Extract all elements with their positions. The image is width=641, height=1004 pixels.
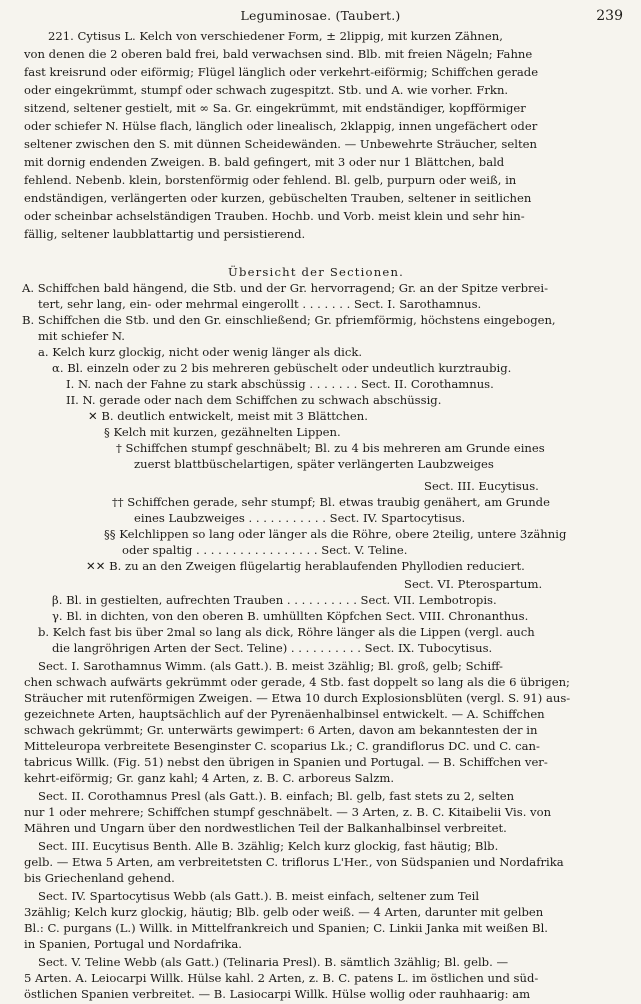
text-line: Mähren und Ungarn über den nordwestlichen Teil der Balkanhalbinsel verbreitet.: [24, 821, 507, 835]
text-line: oder schiefer N. Hülse flach, länglich oder linealisch, 2klappig, innen ungefächert oder: [24, 119, 538, 133]
text-line: Sect. V. Teline Webb (als Gatt.) (Telinaria Presl). B. sämtlich 3zählig; Bl. gelb. —: [38, 955, 509, 969]
text-line: eines Laubzweiges . . . . . . . . . . . Sect. IV. Spartocytisus.: [134, 511, 466, 525]
text-line: seltener zwischen den S. mit dünnen Scheidewänden. — Unbewehrte Sträucher, selten: [24, 137, 537, 151]
text-line: ✕✕ B. zu an den Zweigen flügelartig herablaufenden Phyllodien reduciert.: [86, 559, 525, 573]
text-line: Sect. VI. Pterospartum.: [404, 577, 543, 591]
text-line: die langröhrigen Arten der Sect. Teline) . . . . . . . . . . Sect. IX. Tubocytisus.: [52, 641, 493, 655]
text-line: Mitteleuropa verbreitete Besenginster C. scoparius Lk.; C. grandiflorus DC. und C. can-: [24, 739, 540, 753]
text-line: Übersicht der Sectionen.: [228, 265, 404, 279]
text-line: fehlend. Nebenb. klein, borstenförmig oder fehlend. Bl. gelb, purpurn oder weiß, in: [24, 173, 517, 187]
text-line: Bl.: C. purgans (L.) Willk. in Mittelfrankreich und Spanien; C. Linkii Janka mit weißen Bl.: [24, 921, 548, 935]
text-line: von denen die 2 oberen bald frei, bald verwachsen sind. Blb. mit freien Nägeln; Fahne: [24, 47, 533, 61]
text-line: Sect. I. Sarothamnus Wimm. (als Gatt.). B. meist 3zählig; Bl. groß, gelb; Schiff-: [38, 659, 503, 673]
text-line: schwach gekrümmt; Gr. unterwärts gewimpert: 6 Arten, davon am bekanntesten der in: [24, 723, 538, 737]
text-line: endständigen, verlängerten oder kurzen, gebüschelten Trauben, seltener in seitlichen: [24, 191, 532, 205]
text-line: Sect. III. Eucytisus Benth. Alle B. 3zählig; Kelch kurz glockig, fast häutig; Blb.: [38, 839, 499, 853]
text-line: sitzend, seltener gestielt, mit ∞ Sa. Gr. eingekrümmt, mit endständiger, kopfförmiger: [24, 101, 526, 115]
text-line: B. Schiffchen die Stb. und den Gr. einschließend; Gr. pfriemförmig, höchstens eingebogen,: [22, 313, 556, 327]
text-line: Sect. IV. Spartocytisus Webb (als Gatt.). B. meist einfach, seltener zum Teil: [38, 889, 480, 903]
text-line: zuerst blattbüschelartigen, später verlängerten Laubzweiges: [134, 457, 494, 471]
text-line: tert, sehr lang, ein- oder mehrmal eingerollt . . . . . . . Sect. I. Sarothamnus.: [38, 297, 482, 311]
text-line: in Spanien, Portugal und Nordafrika.: [24, 937, 242, 951]
text-line: 3zählig; Kelch kurz glockig, häutig; Blb. gelb oder weiß. — 4 Arten, darunter mit gelben: [24, 905, 544, 919]
text-line: Sect. II. Corothamnus Presl (als Gatt.). B. einfach; Bl. gelb, fast stets zu 2, selten: [38, 789, 515, 803]
text-line: gelb. — Etwa 5 Arten, am verbreitetsten C. triflorus L'Her., von Südspanien und Nordafrika: [24, 855, 564, 869]
text-line: kehrt-eiförmig; Gr. ganz kahl; 4 Arten, z. B. C. arboreus Salzm.: [24, 771, 395, 785]
text-line: § Kelch mit kurzen, gezähnelten Lippen.: [104, 425, 341, 439]
text-line: †† Schiffchen gerade, sehr stumpf; Bl. etwas traubig genähert, am Grunde: [112, 495, 550, 509]
text-line: gezeichnete Arten, hauptsächlich auf der Pyrenäenhalbinsel entwickelt. — A. Schiffchen: [24, 707, 545, 721]
text-line: fällig, seltener laubblattartig und persistierend.: [24, 227, 306, 241]
text-line: I. N. nach der Fahne zu stark abschüssig . . . . . . . Sect. II. Corothamnus.: [66, 377, 494, 391]
text-line: chen schwach aufwärts gekrümmt oder gerade, 4 Stb. fast doppelt so lang als die 6 übrigen;: [24, 675, 570, 689]
page-number: 239: [596, 8, 623, 24]
text-line: tabricus Willk. (Fig. 51) nebst den übrigen in Spanien und Portugal. — B. Schiffchen ver-: [24, 755, 548, 769]
text-line: † Schiffchen stumpf geschnäbelt; Bl. zu 4 bis mehreren am Grunde eines: [116, 441, 545, 455]
text-line: ✕ B. deutlich entwickelt, meist mit 3 Blättchen.: [88, 409, 368, 423]
text-line: γ. Bl. in dichten, von den oberen B. umhüllten Köpfchen Sect. VIII. Chronanthus.: [52, 609, 529, 623]
text-line: b. Kelch fast bis über 2mal so lang als dick, Röhre länger als die Lippen (vergl. auch: [38, 625, 535, 639]
text-line: a. Kelch kurz glockig, nicht oder wenig länger als dick.: [38, 345, 363, 359]
text-line: mit schiefer N.: [38, 329, 125, 343]
text-line: Sträucher mit rutenförmigen Zweigen. — Etwa 10 durch Explosionsblüten (vergl. S. 91) aus-: [24, 691, 571, 705]
text-line: mit dornig endenden Zweigen. B. bald gefingert, mit 3 oder nur 1 Blättchen, bald: [24, 155, 505, 169]
text-line: §§ Kelchlippen so lang oder länger als die Röhre, obere 2teilig, untere 3zähnig: [104, 527, 567, 541]
text-line: II. N. gerade oder nach dem Schiffchen zu schwach abschüssig.: [66, 393, 442, 407]
running-header: Leguminosae. (Taubert.): [240, 8, 401, 23]
text-line: A. Schiffchen bald hängend, die Stb. und der Gr. hervorragend; Gr. an der Spitze verbrei-: [22, 281, 549, 295]
text-line: bis Griechenland gehend.: [24, 871, 175, 885]
text-line: 5 Arten. A. Leiocarpi Willk. Hülse kahl. 2 Arten, z. B. C. patens L. im östlichen und süd-: [24, 971, 539, 985]
text-line: östlichen Spanien verbreitet. — B. Lasiocarpi Willk. Hülse wollig oder rauhhaarig: am: [24, 987, 531, 1001]
text-line: β. Bl. in gestielten, aufrechten Trauben . . . . . . . . . . Sect. VII. Lembotropis.: [52, 593, 497, 607]
text-line: Sect. III. Eucytisus.: [424, 479, 539, 493]
text-line: 221. Cytisus L. Kelch von verschiedener Form, ± 2lippig, mit kurzen Zähnen,: [48, 29, 503, 43]
text-line: nur 1 oder mehrere; Schiffchen stumpf geschnäbelt. — 3 Arten, z. B. C. Kitaibelii Vis. von: [24, 805, 552, 819]
text-line: oder scheinbar achselständigen Trauben. Hochb. und Vorb. meist klein und sehr hin-: [24, 209, 525, 223]
text-line: fast kreisrund oder eiförmig; Flügel länglich oder verkehrt-eiförmig; Schiffchen gerade: [24, 65, 539, 79]
text-line: α. Bl. einzeln oder zu 2 bis mehreren gebüschelt oder undeutlich kurztraubig.: [52, 361, 512, 375]
text-line: oder spaltig . . . . . . . . . . . . . . . . . Sect. V. Teline.: [122, 543, 408, 557]
text-line: oder eingekrümmt, stumpf oder schwach zugespitzt. Stb. und A. wie vorher. Frkn.: [24, 83, 509, 97]
